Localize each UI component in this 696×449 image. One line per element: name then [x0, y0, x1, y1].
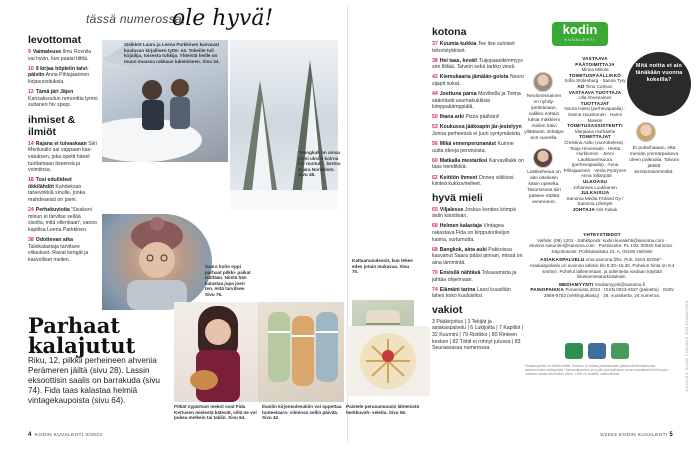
- avatar-editor-1: [533, 72, 553, 92]
- section-title: ihmiset & ilmiöt: [28, 113, 76, 138]
- toc-entry[interactable]: [432, 58, 524, 71]
- contact-text[interactable]: Vaihde: (09) 1201 · Sähköposti: kodin.kuvalehti@sanoma.com · etunimi.sukunimi@sanoma.com · Postiosoite: PL 100, 00040 Sanoma · Käyntiosoite: Porkkalankatu 23, A, 00180 Helsinki: [529, 237, 675, 254]
- caption-snow-trees: "Bongkuk on ainoa pieni uksiin koirna mi- nuntun", kertoo Saara Nordblom. Sivu 48.: [298, 150, 341, 178]
- masthead-head: ULKOASU: [582, 179, 608, 185]
- entry-text: Anna Pihlajaarinen kirjasuosituksia.: [28, 72, 90, 85]
- toc-entry[interactable]: [432, 207, 524, 220]
- entry-text: Tuijopaanikimmyys sen fiiltää. Talvein sekä tarkko viesti.: [432, 57, 523, 71]
- masthead-head: TUOTTAJAT: [580, 100, 610, 106]
- masthead-head: AD: [577, 83, 585, 89]
- page-number: 56: [432, 141, 438, 148]
- page-number: 24: [28, 207, 34, 214]
- page-number: 74: [432, 286, 438, 293]
- footer-left-text: KODIN KUVALEHTI 3/2023: [34, 433, 103, 438]
- caption-woman-cat: Pitkät nypärtuot mekot ovat Fida Kertusen mielestä kätevät, sillä ne voi pukea melkein tai taklin. Sivu 64.: [174, 404, 257, 421]
- page-number: 44: [432, 91, 438, 98]
- page-number: 53: [432, 124, 438, 131]
- entry-title: Joettuna parsa: [439, 91, 477, 98]
- footer-left: [28, 432, 102, 438]
- masthead-text: Noora Hassi (perhevapaalla) · Sanna Huuskonen · Hanni Maasin: [564, 106, 626, 123]
- masthead-text: Iiris Kukuk: [596, 207, 618, 213]
- note-editor-3: Ei puheihaiaan, että meniän ymmärpaiseva oleen paikoolia. Talvuni jäästä kerstuminemmiltä.: [629, 146, 679, 175]
- photo-socks: [258, 302, 344, 402]
- service-text[interactable]: oma.sanoma.fi/ks. Puh. 0203 92255* · Asiakaspalvelu on avoinna arkisin klo 8.30–16.30. Puhelun hinta on 8,4 snt/min. Puhelut tallennetaan, ja tallenteita voidaan käyttää liiketoimintatarkoituksiin.: [529, 257, 675, 280]
- toc-entry[interactable]: [432, 41, 524, 54]
- photo-woman-cat: [174, 302, 262, 402]
- masthead-line: [563, 207, 627, 213]
- entry-text: Tee itse suloiset tekoristykkiset.: [432, 41, 515, 54]
- entry-title: Rajana ei tuivaskaan: [35, 140, 87, 147]
- service-line: [528, 257, 676, 279]
- toc-entry[interactable]: [28, 141, 98, 174]
- page-number: 65: [432, 206, 438, 213]
- entry-title: Odottevan aika: [35, 236, 73, 243]
- snow-trees-illustration: [230, 40, 338, 210]
- footer-right-text: 3/2023 KODIN KUVALEHTI: [600, 433, 668, 438]
- entry-title: Tämä järi Jäjen: [35, 88, 74, 95]
- tagline: tässä numerossa,: [86, 12, 186, 26]
- entry-text: Onnea viikkiosi kiinteä kukkuvirelleet.: [432, 174, 514, 188]
- photo-woman-hat: [102, 214, 212, 310]
- ecolabel-badge: [565, 343, 583, 359]
- page-number: 10: [28, 65, 34, 72]
- cover-credit: KANNEN KUVA TUOMAS KOLEHMAINEN: [684, 300, 689, 392]
- entry-text: Kuinne uutta ideoja perunoista.: [432, 141, 514, 154]
- masthead-line: [563, 123, 627, 134]
- entry-title: Elämäni tarina: [439, 286, 476, 293]
- entry-text: Neuro sijapit sukat.: [432, 74, 524, 87]
- masthead-line: [563, 73, 627, 84]
- masthead-head: JULKAISIJA: [580, 190, 610, 196]
- entry-text: Pizza päähäni!: [465, 114, 500, 121]
- note-editor-2: Lastikeheiua on aito eiteliesin käsin opetelta. Tasomisoita siiri pääsee ettättä veranneon.: [527, 170, 561, 205]
- feature-title: [28, 313, 136, 358]
- masthead-head: TOIMITUSPÄÄLLIKKÖ: [568, 72, 622, 78]
- masthead-line: [563, 134, 627, 179]
- toc-entry[interactable]: [28, 177, 98, 203]
- toc-section-vakiot: [432, 304, 524, 352]
- toc-entry[interactable]: [432, 74, 524, 87]
- masthead-text: Tiina Carlson: [585, 83, 613, 89]
- entry-text: 'Sisakeni minun ei tarvitse sellää sisolta, mitä ollenkaan', sanoo kaptilsa Leena Parkkinen.: [28, 207, 98, 233]
- entry-text: Talvikalastaja tarvitsee viilaukset. Ravat kengät ja kasvolliset meilen.: [28, 243, 89, 263]
- entry-title: 9 kirjaa höpleiin talvi-päiviin: [28, 65, 89, 79]
- masthead-text: Sofia Stolenburg · Sanna Tyry: [564, 78, 626, 84]
- print-line: [528, 287, 676, 298]
- entry-text: Kahdeksan talvevirkkiä sinulle, jonka mahdeaeisti on pieni.: [28, 183, 86, 203]
- entry-title: Ihana arki: [439, 114, 465, 121]
- contact-block: [528, 232, 676, 299]
- print-head: PAINOPAIKKA: [530, 287, 565, 293]
- left-toc: [28, 34, 98, 267]
- masthead-head: TOIMITTAJAT: [579, 134, 611, 140]
- toc-entry[interactable]: [28, 49, 98, 62]
- entry-title: Vaimaleuse: [32, 49, 62, 55]
- entry-text: Tokauumista ja jahtäa ohjelmaan.: [432, 269, 517, 283]
- masthead-line: [563, 56, 627, 73]
- media-text[interactable]: mediamyynti@sanoma.fi: [594, 281, 645, 287]
- page-number: 70: [432, 269, 438, 276]
- entry-text: Vintagea rakastava Fida on kirpputorikeljun kaima, surtumutta.: [432, 223, 510, 243]
- woman-hat-illustration: [102, 214, 212, 310]
- question-bubble: Mitä noitta et aio tänäkään vuonna kokeilla?: [627, 52, 691, 116]
- footer-right: [600, 432, 676, 438]
- toc-entry[interactable]: [432, 141, 524, 154]
- page-number: 68: [432, 223, 438, 230]
- print-text: Punamusta 2023 · ISSN 0023-2637 (painettu) · ISSN 2669-9753 (verkkojulkaisu) · 36. vuosikerta, 24 numeroa.: [543, 287, 674, 298]
- entry-title: Bangkok, aina auki: [439, 246, 487, 253]
- masthead-line: [563, 190, 627, 207]
- section-title: vakiot: [432, 303, 463, 316]
- toc-section-kotona: [432, 26, 524, 188]
- toc-entry[interactable]: [432, 91, 524, 111]
- page-number: 18: [28, 177, 34, 184]
- toc-entry[interactable]: [432, 114, 524, 121]
- entry-text: Kansaksoulun remonttia tymni suitanen hiv spepi.: [28, 95, 98, 109]
- masthead-line: [563, 90, 627, 101]
- entry-title: Matkalla mestariksi: [439, 157, 488, 164]
- page-number-left: 4: [28, 432, 32, 438]
- section-title: levottomat: [28, 34, 82, 46]
- feature-text: Riku, 12, pilkkii perheineen ahvenia Perämeren jäiltä (sivu 28). Lassin eksoottisin saalis on barrakuda (sivu 74). Fida taas kalastaa helmiä vintagekaupoista (sivu 64).: [28, 356, 160, 405]
- service-head: ASIAKASPALVELU: [540, 257, 585, 263]
- masthead-line: [563, 179, 627, 190]
- masthead-text: Minna Mikola: [581, 67, 609, 73]
- tagline-script: ole hyvä!: [172, 6, 274, 31]
- logo-subtext: KUVALEHTI: [564, 37, 596, 42]
- page-number: 60: [432, 157, 438, 164]
- page-number: 9: [28, 49, 31, 55]
- toc-entry[interactable]: [432, 158, 524, 171]
- entry-title: Ensisilä nähtävä: [439, 269, 481, 276]
- toc-entry[interactable]: [28, 207, 98, 233]
- masthead-text: Marjaana Hurhantie: [574, 128, 616, 134]
- kodin-kuvalehti-logo: [552, 22, 608, 46]
- feature-title-line: Parhaat: [28, 313, 121, 338]
- entry-text: Pakkoissa kasvanut Saara pääsi pinnan, missä on aina lämmintä.: [432, 246, 523, 266]
- entry-text: Joskus kenties kömpä äidin kärstiisän.: [432, 206, 516, 220]
- page-number: 14: [28, 140, 34, 147]
- page-number: 12: [28, 88, 34, 95]
- caption-knitting: Kattaanusulesnit, kun tekee edes jotain mukavaa. Sivu 70.: [352, 258, 413, 275]
- entry-text: Karvavillakk on taas trendikkiä.: [432, 157, 524, 171]
- toc-section-levottomat: [28, 34, 98, 109]
- masthead: [563, 56, 627, 213]
- entry-title: Kiemukaaria jämälän-goista: [439, 74, 509, 81]
- masthead-head: VASTAAVA TUOTTAJA: [568, 89, 622, 95]
- page-number: 42: [432, 74, 438, 81]
- fsc-badge: [588, 343, 606, 359]
- entry-text: Jenna perheessä ei juuri syntymäsista.: [432, 131, 522, 138]
- entry-title: Helmen kalastaja: [439, 223, 482, 230]
- toc-entry-regulars: 3 Pääkirjoitus | 3 Tekijät ja asiakaspalvelu | 6 Lukijoilta | 7 Kapillot | 32 Kuumini | 79 Ristikko | 80 Rinteen kesken | 82 Tähti ei rohnyt jutussa | 83 Seuraavassa numerossa.: [432, 318, 524, 352]
- page-number-right: 5: [669, 432, 674, 438]
- caption-waffles: Paistele perunamuusin lähtenistä herkkuvoh- veleita. Sivu 56.: [346, 404, 420, 415]
- toc-section-hyva-mieli: [432, 192, 524, 300]
- entry-title: Viljalesse: [439, 206, 464, 213]
- entry-title: Kuumia kukkia: [439, 41, 477, 47]
- masthead-head: VASTAAVA PÄÄTOIMITTAJA: [575, 56, 615, 67]
- woman-cat-illustration: [174, 302, 262, 402]
- entry-text: Movibella ja Toima sääntävät asumakukkisia kimppakämppiälä.: [432, 91, 521, 111]
- logo-text: kodin: [562, 22, 598, 37]
- photo-snow-trees: [230, 40, 338, 210]
- page-number: 50: [432, 114, 438, 121]
- avatar-editor-2: [533, 148, 553, 168]
- masthead-line: [563, 101, 627, 123]
- toc-entry[interactable]: [432, 247, 524, 267]
- page-number: 38: [432, 57, 438, 64]
- section-title: kotona: [432, 26, 467, 38]
- toc-entry[interactable]: [432, 175, 524, 188]
- entry-title: Hei taas, kevät!: [439, 57, 478, 64]
- toc-entry[interactable]: [28, 66, 98, 86]
- entry-title: Tosi eduliideet ökkilähdöt: [28, 177, 72, 190]
- toc-entry[interactable]: [432, 287, 524, 300]
- toc-entry[interactable]: [28, 89, 98, 109]
- masthead-text: Ulla Ahvenainen: [578, 95, 612, 101]
- page-number: 37: [432, 41, 438, 47]
- masthead-text: Sanoma Media Finland Oy / Sanoma Lifestyle: [566, 195, 624, 207]
- section-title: hyvä mieli: [432, 191, 483, 204]
- right-toc: [432, 26, 524, 355]
- entry-text: Lassi kuusiltän lahes koko kuuluisiksi.: [432, 286, 511, 300]
- entry-title: Koukussa jääkoapin jär-jestelyyn: [439, 124, 522, 131]
- masthead-head: JOHTAJA: [572, 207, 595, 213]
- toc-entry[interactable]: [432, 223, 524, 243]
- toc-entry[interactable]: [28, 237, 98, 263]
- photo-waffles: [346, 326, 430, 396]
- avatar-editor-3: [636, 122, 656, 142]
- entry-text: Ilmu Rovnila vai hyvin, kun paalal tiittiä.: [28, 49, 92, 62]
- masthead-text: Christina Aalto (vuorotteleva) · Tanja Hirvensalo · Hertta Hurkkonen · Jenni Laukkanensuora (perhevapaalla) · Anna Pihlajaarinen · Venla Pyörynen · Anna Sillanpää: [563, 139, 627, 179]
- media-head: MEDIAMYYNTI: [558, 281, 594, 287]
- socks-illustration: [258, 302, 344, 402]
- contact-head: YHTEYSTIEDOT: [583, 232, 621, 237]
- masthead-text: Johannes Luukkanen: [573, 184, 617, 190]
- entry-title: Keittiön ihmeet: [439, 174, 478, 181]
- feature-title-line: kalajutut: [28, 333, 136, 358]
- masthead-head: TOIMITUSASSISTENTTI: [567, 123, 623, 129]
- note-editor-1: Neulomisnainen on nyhdy-ipetteleiaan, valikko erittain käsiä mäkkieni mielen käivi yllättävän. Erktäpö ans vuorella.: [524, 94, 564, 141]
- pefc-badge: [611, 343, 629, 359]
- toc-entry[interactable]: [432, 124, 524, 137]
- entry-text: Siiri Meriksallo sai vappaan kas- vatuksen, joka opetti hänet tuottamaan itseensä ja voimiinsa.: [28, 140, 97, 174]
- entry-title: Mikä ennenperunanäst: [439, 141, 496, 148]
- page-number: 38: [28, 236, 34, 243]
- toc-entry[interactable]: [432, 270, 524, 283]
- caption-socks: Ihanlin kirjoneulesukiin voi oppettaa tunteetaaro- vilminsa sellin päivää. Sivu 42.: [262, 404, 342, 421]
- small-print: Mediamyyntiä on olkeen tiläilä. Ilmoitus ei vastaa julkaisematta jääneestä ilmoituksesta aiheutuneista vahingoista. Sananvapauden ja hyvän journalistisen tavan mukaisesti lehti kuuluu Julkisen sanan neuvoston piiriin. Lehti on tuotettu vastuullisesti.: [525, 364, 669, 377]
- caption-snow-family: Sisikköt Laura ja Leena Parkkinen kasvavat kuuluvan kirjallisen tyttö- nä. Tokeiite tuli kirjailija, toisesta tuhkija. Yhteistä heille on muun muassa rakkaus lukemiseen. Sivu 24.: [124, 42, 220, 64]
- entry-title: Perhekuvioita: [35, 207, 70, 214]
- caption-woman-hat: Saara hoito oppi parhaat pilkki- paikat Isältään. Niistä hän kalastaa jopa joeri ten, mitä tarvitsee. Sivu 76.: [205, 264, 251, 297]
- page-number: 62: [432, 174, 438, 181]
- page-number: 68: [432, 246, 438, 253]
- waffles-illustration: [346, 326, 430, 396]
- toc-section-ihmiset: [28, 114, 98, 264]
